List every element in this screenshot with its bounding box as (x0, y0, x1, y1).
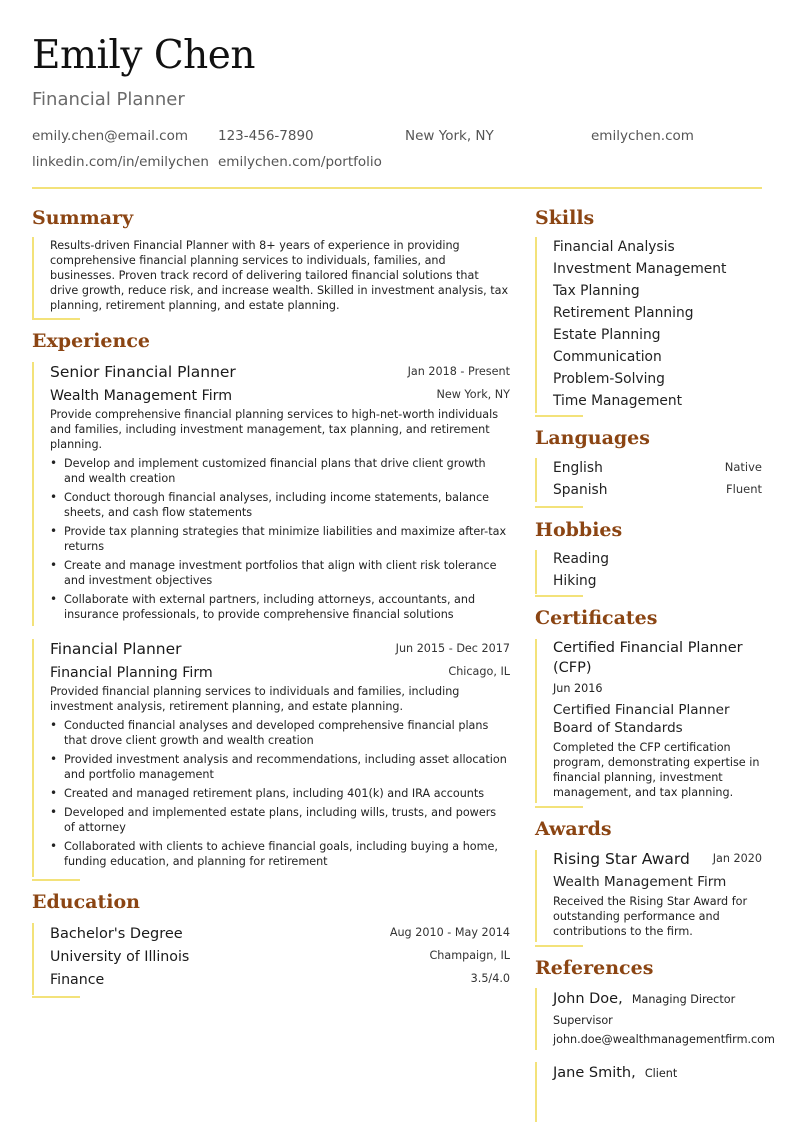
contact-email[interactable]: emily.chen@email.com (32, 128, 189, 144)
education-bar (32, 923, 34, 995)
language-level: Fluent (726, 482, 762, 496)
contact-portfolio[interactable]: emilychen.com/portfolio (218, 154, 382, 170)
award-name: Rising Star Award (553, 850, 690, 868)
experience-bar-1 (32, 362, 34, 626)
skills-bar (535, 237, 537, 413)
job-description: Provide comprehensive financial planning services to high-net-worth individuals and families, including investment management, tax planning, and retirement planning. (50, 408, 499, 451)
skills-list (553, 236, 762, 412)
job-entry (50, 362, 510, 626)
job-company-row (50, 385, 510, 408)
job-bullets (50, 718, 510, 869)
reference-relation: Supervisor (553, 1014, 613, 1027)
skill-item: Investment Management (553, 261, 727, 277)
skills-heading: Skills (535, 207, 595, 229)
languages-list (553, 456, 762, 500)
contact-phone[interactable]: 123-456-7890 (218, 128, 314, 144)
header-divider (32, 187, 762, 189)
reference-header (553, 987, 783, 1011)
skill-item: Tax Planning (553, 283, 640, 299)
experience-bar-2 (32, 639, 34, 877)
summary-heading: Summary (32, 207, 134, 229)
education-degree: Bachelor's Degree (50, 926, 183, 942)
awards-heading: Awards (535, 818, 612, 840)
reference-email[interactable]: john.doe@wealthmanagementfirm.com (553, 1033, 775, 1046)
awards-underline (535, 945, 583, 947)
certificate-issuer: Certified Financial Planner Board of Standards (553, 702, 730, 736)
skill-item: Retirement Planning (553, 305, 694, 321)
job-bullet: • Conduct thorough financial analyses, including income statements, balance sheets, and cash flow statements (50, 490, 510, 520)
hobbies-underline (535, 595, 583, 597)
experience-underline (32, 879, 80, 881)
reference-role: Managing Director (631, 993, 736, 1006)
certificate-date: Jun 2016 (553, 682, 603, 695)
education-field: Finance (50, 972, 105, 988)
candidate-title: Financial Planner (32, 89, 185, 110)
language-name: Spanish (553, 482, 608, 498)
reference-entry (553, 1061, 762, 1085)
certificate-name: Certified Financial Planner (CFP) (553, 640, 743, 676)
job-dates: Jan 2018 - Present (407, 365, 510, 378)
language-name: English (553, 460, 603, 476)
education-gpa: 3.5/4.0 (470, 972, 510, 985)
reference-name: John Doe, (553, 991, 623, 1007)
certificate-entry (553, 638, 762, 800)
skill-item: Time Management (553, 393, 683, 409)
skills-underline (535, 415, 583, 417)
reference-role: Client (644, 1067, 678, 1080)
contact-linkedin[interactable]: linkedin.com/in/emilychen (32, 154, 209, 170)
hobby-item: Hiking (553, 573, 597, 589)
candidate-name: Emily Chen (32, 33, 255, 78)
references-bar-2 (535, 1062, 537, 1122)
education-degree-row (50, 923, 510, 946)
hobby-item: Reading (553, 551, 610, 567)
languages-bar (535, 458, 537, 502)
certificates-underline (535, 806, 583, 808)
job-bullet: • Developed and implemented estate plans, including wills, trusts, and powers of attorney (50, 805, 510, 835)
job-header (50, 362, 510, 385)
certificate-description: Completed the CFP certification program, demonstrating expertise in financial planning, investment management, and tax planning. (553, 741, 760, 799)
languages-heading: Languages (535, 427, 650, 449)
job-role: Financial Planner (50, 640, 182, 658)
job-location: New York, NY (436, 388, 510, 401)
skill-item: Communication (553, 349, 662, 365)
reference-header (553, 1061, 762, 1085)
job-company-row (50, 662, 510, 685)
education-entry (50, 923, 510, 992)
skill-item: Problem-Solving (553, 371, 665, 387)
skill-item: Estate Planning (553, 327, 661, 343)
references-bar-1 (535, 988, 537, 1050)
skill-item: Financial Analysis (553, 239, 675, 255)
reference-entry (553, 987, 783, 1049)
awards-bar (535, 850, 537, 942)
job-location: Chicago, IL (448, 665, 510, 678)
education-field-row (50, 969, 510, 992)
language-item (553, 478, 762, 500)
references-heading: References (535, 957, 654, 979)
award-entry (553, 849, 762, 939)
job-bullet: • Provided investment analysis and recommendations, including asset allocation and portfolio management (50, 752, 510, 782)
job-bullet: • Provide tax planning strategies that minimize liabilities and maximize after-tax returns (50, 524, 510, 554)
award-description: Received the Rising Star Award for outstanding performance and contributions to the firm. (553, 895, 748, 938)
job-bullet: • Create and manage investment portfolios that align with client risk tolerance and investment objectives (50, 558, 510, 588)
job-company: Financial Planning Firm (50, 665, 213, 681)
experience-heading: Experience (32, 330, 150, 352)
job-bullet: • Collaborate with external partners, including attorneys, accountants, and insurance professionals, to provide comprehensive financial solutions (50, 592, 510, 622)
job-bullets (50, 456, 510, 622)
job-bullet: • Develop and implement customized financial plans that drive client growth and wealth creation (50, 456, 510, 486)
certificates-heading: Certificates (535, 607, 658, 629)
language-level: Native (724, 460, 762, 474)
job-bullet: • Conducted financial analyses and developed comprehensive financial plans that drove client growth and wealth creation (50, 718, 510, 748)
education-school: University of Illinois (50, 949, 190, 965)
job-description: Provided financial planning services to individuals and families, including investment analysis, retirement planning, and estate planning. (50, 685, 460, 713)
education-underline (32, 996, 80, 998)
award-issuer: Wealth Management Firm (553, 874, 727, 890)
summary-bar (32, 237, 34, 319)
contact-location: New York, NY (405, 128, 494, 144)
summary-text: Results-driven Financial Planner with 8+ years of experience in providing comprehensive financial planning services to individuals, families, and businesses. Proven track record of delivering tailored financial solutions that drive growth, reduce risk, and increase wealth. Skilled in investment analysis, tax planning, retirement planning, and estate planning. (50, 239, 509, 312)
job-header (50, 639, 510, 662)
education-location: Champaign, IL (429, 949, 510, 962)
education-school-row (50, 946, 510, 969)
award-header (553, 849, 762, 872)
job-bullet: • Collaborated with clients to achieve financial goals, including buying a home, funding education, and planning for retirement (50, 839, 510, 869)
hobbies-bar (535, 550, 537, 594)
job-company: Wealth Management Firm (50, 388, 233, 404)
job-role: Senior Financial Planner (50, 363, 236, 381)
job-dates: Jun 2015 - Dec 2017 (395, 642, 510, 655)
contact-website[interactable]: emilychen.com (591, 128, 694, 144)
job-entry (50, 639, 510, 873)
summary-underline (32, 318, 80, 320)
award-date: Jan 2020 (712, 852, 762, 865)
languages-underline (535, 506, 583, 508)
education-heading: Education (32, 891, 140, 913)
reference-name: Jane Smith, (553, 1065, 636, 1081)
hobbies-heading: Hobbies (535, 519, 623, 541)
job-bullet: • Created and managed retirement plans, including 401(k) and IRA accounts (50, 786, 510, 801)
certificates-bar (535, 639, 537, 803)
hobbies-list (553, 548, 762, 592)
language-item (553, 456, 762, 478)
education-dates: Aug 2010 - May 2014 (389, 926, 510, 939)
